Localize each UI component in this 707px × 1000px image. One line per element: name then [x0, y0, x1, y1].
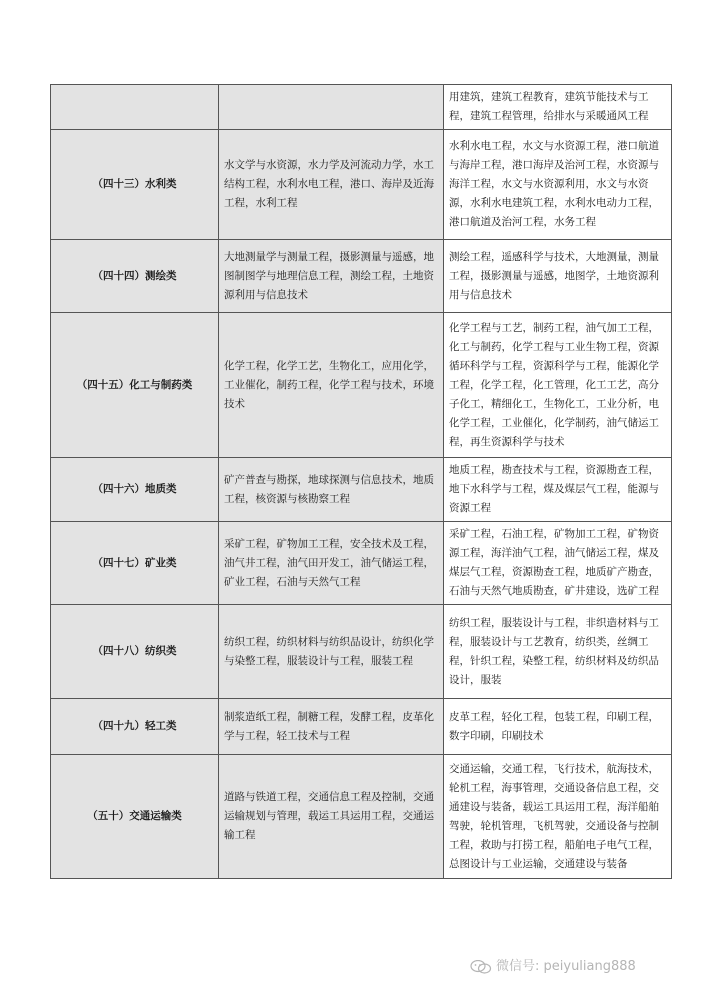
category-cell: （四十七）矿业类: [51, 522, 219, 605]
related-majors-cell: 大地测量学与测量工程，摄影测量与遥感，地图制图学与地理信息工程，测绘工程，土地资源利用与信息技术: [219, 240, 444, 313]
related-majors-cell: 水文学与水资源，水力学及河流动力学，水工结构工程，水利水电工程，港口、海岸及近海工程，水利工程: [219, 130, 444, 240]
majors-cell: 纺织工程，服装设计与工程，非织造材料与工程，服装设计与工艺教育，纺织类，丝绸工程，针织工程，染整工程，纺织材料及纺织品设计，服装: [444, 605, 672, 699]
table-row: [51, 522, 672, 605]
table-row: [51, 85, 672, 130]
related-majors-cell: 制浆造纸工程，制糖工程，发酵工程，皮革化学与工程，轻工技术与工程: [219, 699, 444, 755]
majors-cell: 化学工程与工艺，制药工程，油气加工工程，化工与制药，化学工程与工业生物工程，资源循环科学与工程，资源科学与工程，能源化学工程，化学工程，化工管理，化工工艺，高分子化工，精细化工，生物化工，工业分析，电化学工程，工业催化，化学制药，油气储运工程，再生资源科学与技术: [444, 313, 672, 458]
wechat-watermark: [470, 955, 636, 974]
majors-cell: 采矿工程，石油工程，矿物加工工程，矿物资源工程，海洋油气工程，油气储运工程，煤及煤层气工程，资源勘查工程，地质矿产勘查，石油与天然气地质勘查，矿井建设，选矿工程: [444, 522, 672, 605]
category-cell: [51, 85, 219, 130]
table-row: [51, 130, 672, 240]
table-row: [51, 699, 672, 755]
related-majors-cell: 采矿工程，矿物加工工程，安全技术及工程，油气井工程，油气田开发工，油气储运工程，矿业工程，石油与天然气工程: [219, 522, 444, 605]
category-cell: （五十）交通运输类: [51, 755, 219, 879]
related-majors-cell: [219, 85, 444, 130]
table-row: [51, 755, 672, 879]
category-cell: （四十八）纺织类: [51, 605, 219, 699]
majors-cell: 皮革工程，轻化工程，包装工程，印刷工程，数字印刷，印刷技术: [444, 699, 672, 755]
watermark-text: 微信号: peiyuliang888: [496, 959, 636, 974]
majors-cell: 水利水电工程，水文与水资源工程，港口航道与海岸工程，港口海岸及治河工程，水资源与海洋工程，水文与水资源利用，水文与水资源，水利水电建筑工程，水利水电动力工程，港口航道及治河工程，水务工程: [444, 130, 672, 240]
related-majors-cell: 矿产普查与勘探，地球探测与信息技术，地质工程，核资源与核勘察工程: [219, 458, 444, 522]
category-cell: （四十四）测绘类: [51, 240, 219, 313]
category-cell: （四十五）化工与制药类: [51, 313, 219, 458]
related-majors-cell: 化学工程，化学工艺，生物化工，应用化学，工业催化，制药工程，化学工程与技术，环境技术: [219, 313, 444, 458]
related-majors-cell: 纺织工程，纺织材料与纺织品设计，纺织化学与染整工程，服装设计与工程，服装工程: [219, 605, 444, 699]
related-majors-cell: 道路与铁道工程，交通信息工程及控制，交通运输规划与管理，载运工具运用工程，交通运输工程: [219, 755, 444, 879]
wechat-icon: [470, 960, 492, 974]
table-row: [51, 240, 672, 313]
table-row: [51, 313, 672, 458]
major-catalog-table: [50, 84, 672, 879]
category-cell: （四十六）地质类: [51, 458, 219, 522]
table-row: [51, 605, 672, 699]
majors-cell: 交通运输，交通工程，飞行技术，航海技术，轮机工程，海事管理，交通设备信息工程，交通建设与装备，载运工具运用工程，海洋船舶驾驶，轮机管理，飞机驾驶，交通设备与控制工程，救助与打捞工程，船舶电子电气工程，总图设计与工业运输，交通建设与装备: [444, 755, 672, 879]
table-row: [51, 458, 672, 522]
majors-cell: 用建筑，建筑工程教育，建筑节能技术与工程，建筑工程管理，给排水与采暖通风工程: [444, 85, 672, 130]
majors-cell: 地质工程，勘查技术与工程，资源勘查工程，地下水科学与工程，煤及煤层气工程，能源与资源工程: [444, 458, 672, 522]
category-cell: （四十三）水利类: [51, 130, 219, 240]
majors-cell: 测绘工程，遥感科学与技术，大地测量，测量工程，摄影测量与遥感，地图学，土地资源利用与信息技术: [444, 240, 672, 313]
category-cell: （四十九）轻工类: [51, 699, 219, 755]
